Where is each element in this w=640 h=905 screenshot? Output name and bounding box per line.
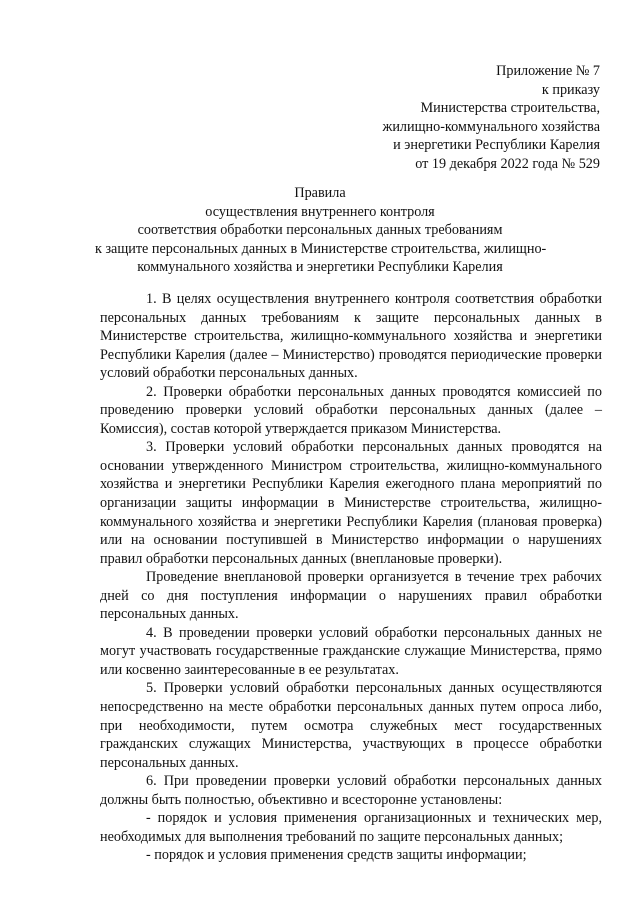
title-line: Правила [294, 185, 346, 201]
title-line: к защите персональных данных в Министерстве строительства, жилищно- [95, 240, 547, 257]
paragraph-3-unscheduled: Проведение внеплановой проверки организуется в течение трех рабочих дней со дня поступления информации о нарушениях правил обработки персональных данных. [100, 569, 602, 623]
appendix-line: от 19 декабря 2022 года № 529 [415, 155, 600, 172]
paragraph-5: 5. Проверки условий обработки персональных данных осуществляются непосредственно на месте обработки персональных данных путем опроса либо, при необходимости, путем осмотра служебных мест государственных гражданских служащих Министерства, участвующих в процессе обработки персональных данных. [100, 680, 602, 771]
appendix-line: к приказу [541, 81, 600, 98]
paragraph-1: 1. В целях осуществления внутреннего контроля соответствия обработки персональных данных требованиям к защите персональных данных в Министерстве строительства, жилищно-коммунального хозяйства и энергетики Республики Карелия (далее – Министерство) проводятся периодические проверки условий обработки персональных данных. [100, 291, 602, 382]
paragraph-6: 6. При проведении проверки условий обработки персональных данных должны быть полностью, объективно и всесторонне установлены: [100, 773, 602, 808]
title-line: коммунального хозяйства и энергетики Республики Карелия [137, 259, 503, 276]
paragraph-2: 2. Проверки обработки персональных данных проводятся комиссией по проведению проверки условий обработки персональных данных (далее – Комиссия), состав которой утверждается приказом Министерства. [100, 383, 602, 437]
appendix-header [383, 62, 600, 174]
appendix-line: и энергетики Республики Карелия [393, 137, 600, 154]
paragraph-3: 3. Проверки условий обработки персональных данных проводятся на основании утвержденного Министром строительства, жилищно-коммунального хозяйства и энергетики Республики Карелия ежегодного плана мероприятий по организации защиты информации в Министерстве строительства, жилищно-коммунального хозяйства и энергетики Республики Карелия (плановая проверка) или на основании поступившей в Министерство информации о нарушениях правил обработки персональных данных (внеплановые проверки). [100, 439, 602, 567]
paragraph-4: 4. В проведении проверки условий обработки персональных данных не могут участвовать государственные гражданские служащие Министерства, прямо или косвенно заинтересованные в ее результатах. [100, 624, 602, 678]
appendix-line: жилищно-коммунального хозяйства [382, 118, 600, 135]
list-item: - порядок и условия применения средств защиты информации; [146, 847, 527, 864]
document-body [100, 290, 602, 865]
appendix-line: Министерства строительства, [420, 100, 600, 117]
title-line: соответствия обработки персональных данных требованиям [137, 222, 503, 239]
document-title [95, 184, 545, 277]
title-line: осуществления внутреннего контроля [205, 203, 435, 220]
appendix-line: Приложение № 7 [496, 63, 600, 79]
list-item: - порядок и условия применения организационных и технических мер, необходимых для выполнения требований по защите персональных данных; [100, 810, 602, 845]
